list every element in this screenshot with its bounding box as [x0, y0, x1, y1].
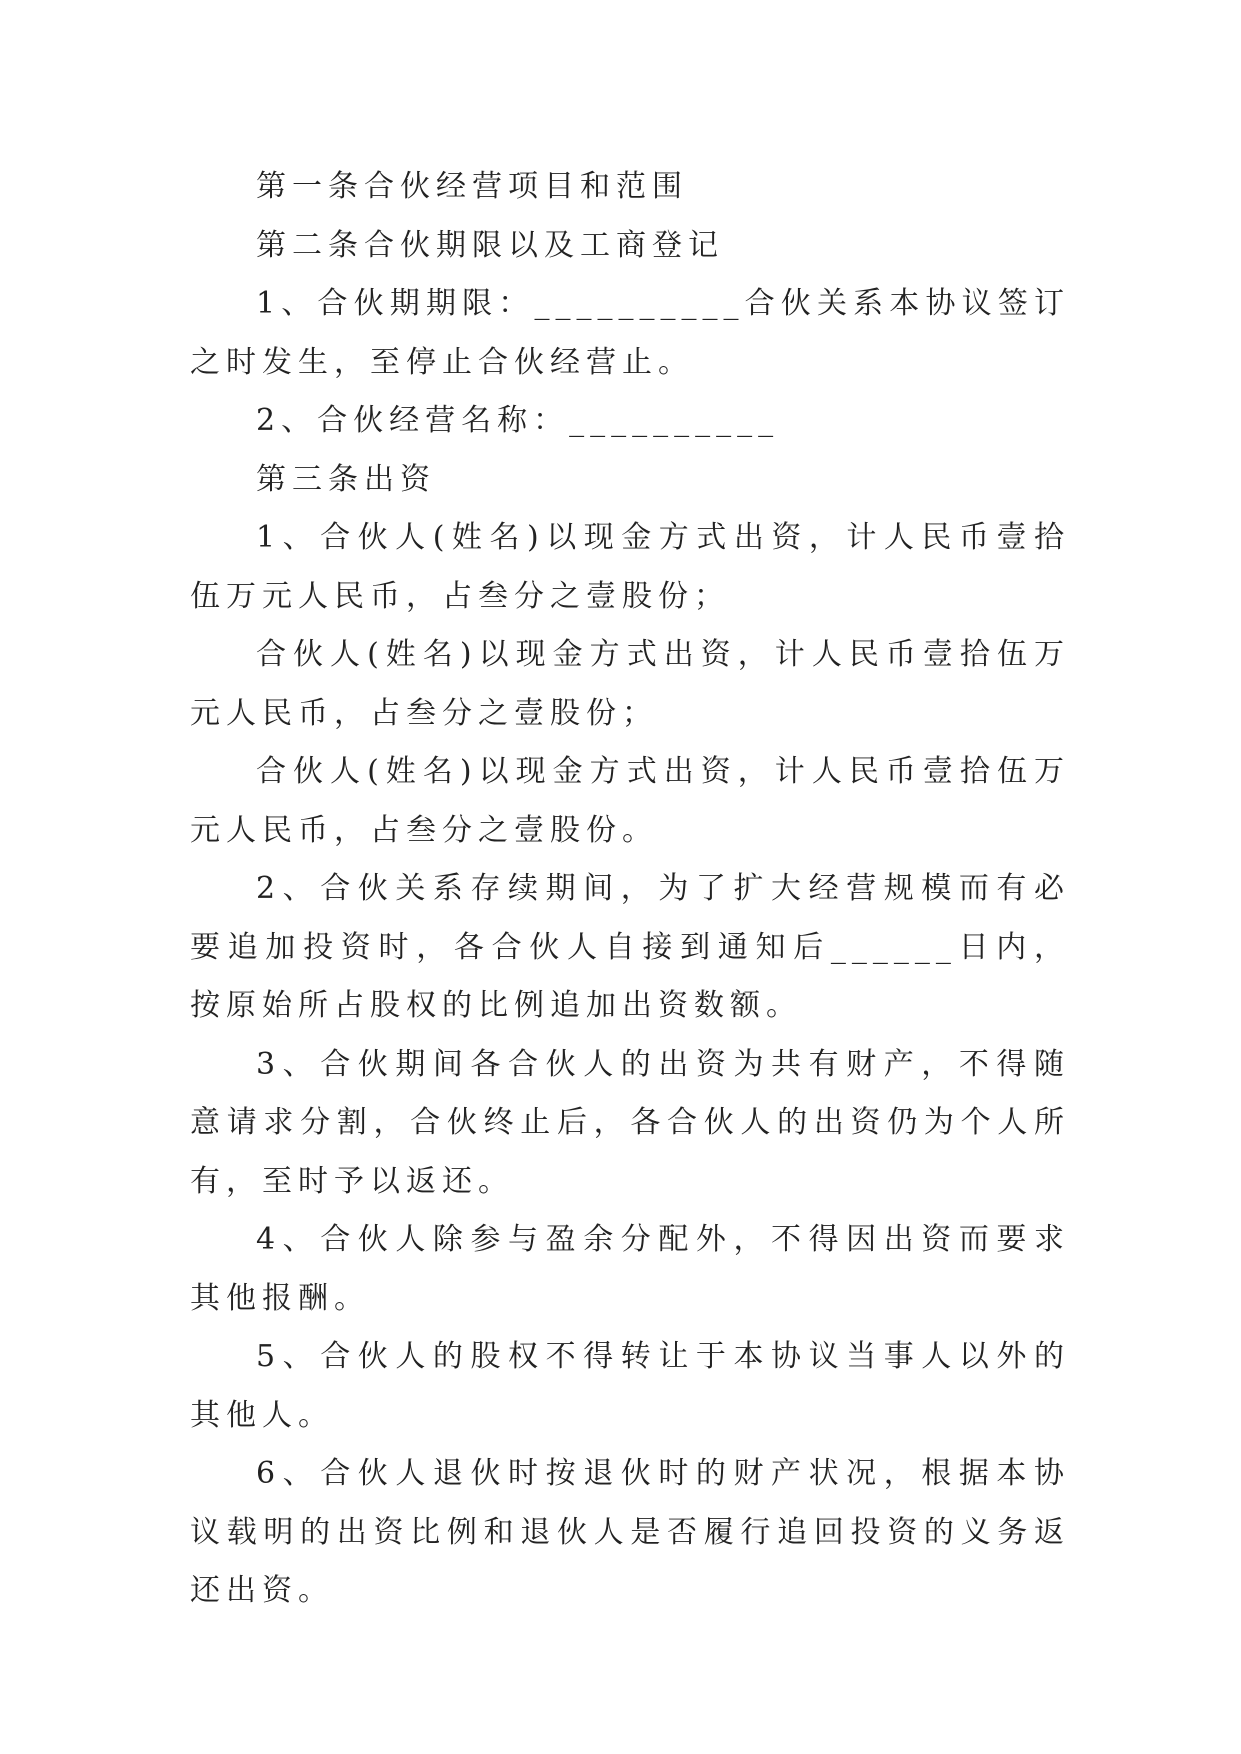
article-2-clause-1: 1、合伙期期限：__________合伙关系本协议签订之时发生，至停止合伙经营止。	[190, 286, 1070, 380]
article-3-clause-5: 5、合伙人的股权不得转让于本协议当事人以外的其他人。	[190, 1339, 1070, 1433]
article-3-heading: 第三条出资	[256, 461, 436, 497]
article-3-clause-1-partner-2: 合伙人(姓名)以现金方式出资，计人民币壹拾伍万元人民币，占叁分之壹股份；	[190, 637, 1070, 731]
document-page	[190, 0, 1070, 1621]
article-2-clause-2: 2、合伙经营名称：__________	[256, 403, 780, 438]
article-3-clause-2: 2、合伙关系存续期间，为了扩大经营规模而有必要追加投资时，各合伙人自接到通知后______日内，按原始所占股权的比例追加出资数额。	[190, 871, 1070, 1023]
article-3-clause-4: 4、合伙人除参与盈余分配外，不得因出资而要求其他报酬。	[190, 1222, 1070, 1316]
article-2-heading: 第二条合伙期限以及工商登记	[256, 227, 724, 263]
article-3-clause-1-partner-3: 合伙人(姓名)以现金方式出资，计人民币壹拾伍万元人民币，占叁分之壹股份。	[190, 754, 1070, 848]
article-3-clause-1-partner-1: 1、合伙人(姓名)以现金方式出资，计人民币壹拾伍万元人民币，占叁分之壹股份；	[190, 520, 1070, 614]
article-1-heading: 第一条合伙经营项目和范围	[256, 169, 688, 204]
article-3-clause-6: 6、合伙人退伙时按退伙时的财产状况，根据本协议载明的出资比例和退伙人是否履行追回投资的义务返还出资。	[190, 1456, 1070, 1608]
article-3-clause-3: 3、合伙期间各合伙人的出资为共有财产，不得随意请求分割，合伙终止后，各合伙人的出资仍为个人所有，至时予以返还。	[190, 1046, 1070, 1199]
